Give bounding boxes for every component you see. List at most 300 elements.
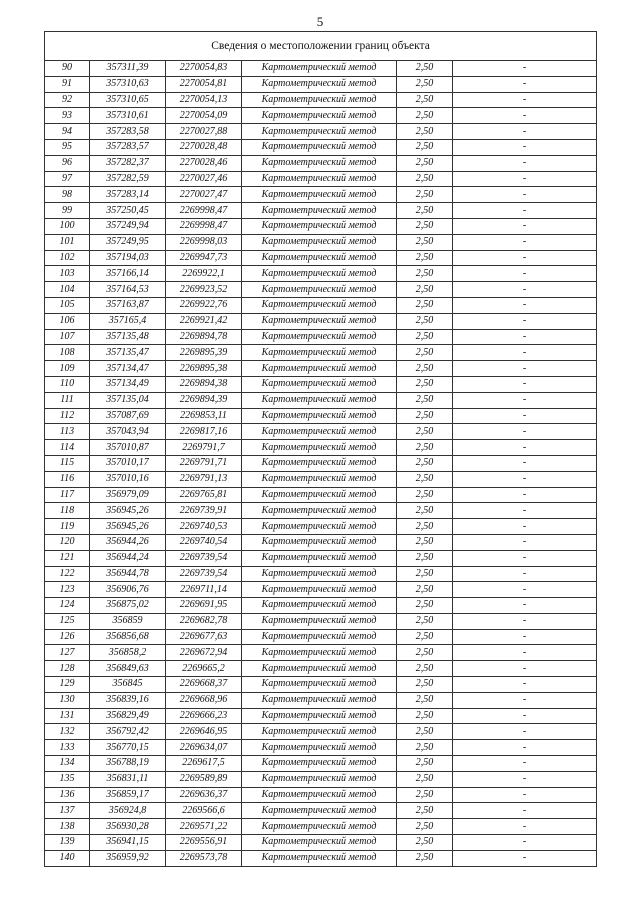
method-cell: Картометрический метод bbox=[242, 92, 397, 108]
table-row bbox=[45, 566, 597, 582]
x-coordinate-cell: 356849,63 bbox=[90, 661, 166, 677]
description-cell: - bbox=[453, 756, 597, 772]
y-coordinate-cell: 2269677,63 bbox=[166, 629, 242, 645]
x-coordinate-cell: 357310,61 bbox=[90, 108, 166, 124]
x-coordinate-cell: 356839,16 bbox=[90, 692, 166, 708]
x-coordinate-cell: 356944,26 bbox=[90, 534, 166, 550]
y-coordinate-cell: 2269998,47 bbox=[166, 203, 242, 219]
method-cell: Картометрический метод bbox=[242, 76, 397, 92]
method-cell: Картометрический метод bbox=[242, 661, 397, 677]
x-coordinate-cell: 357283,58 bbox=[90, 124, 166, 140]
point-number-cell: 112 bbox=[45, 408, 90, 424]
method-cell: Картометрический метод bbox=[242, 835, 397, 851]
y-coordinate-cell: 2269556,91 bbox=[166, 835, 242, 851]
table-row bbox=[45, 76, 597, 92]
point-number-cell: 109 bbox=[45, 361, 90, 377]
method-cell: Картометрический метод bbox=[242, 692, 397, 708]
x-coordinate-cell: 357087,69 bbox=[90, 408, 166, 424]
y-coordinate-cell: 2269668,96 bbox=[166, 692, 242, 708]
precision-cell: 2,50 bbox=[397, 677, 453, 693]
y-coordinate-cell: 2269853,11 bbox=[166, 408, 242, 424]
table-row bbox=[45, 282, 597, 298]
x-coordinate-cell: 356831,11 bbox=[90, 771, 166, 787]
precision-cell: 2,50 bbox=[397, 629, 453, 645]
table-row bbox=[45, 361, 597, 377]
method-cell: Картометрический метод bbox=[242, 203, 397, 219]
x-coordinate-cell: 356792,42 bbox=[90, 724, 166, 740]
table-row bbox=[45, 250, 597, 266]
point-number-cell: 136 bbox=[45, 787, 90, 803]
method-cell: Картометрический метод bbox=[242, 218, 397, 234]
description-cell: - bbox=[453, 376, 597, 392]
table-row bbox=[45, 661, 597, 677]
table-row bbox=[45, 803, 597, 819]
method-cell: Картометрический метод bbox=[242, 771, 397, 787]
method-cell: Картометрический метод bbox=[242, 534, 397, 550]
x-coordinate-cell: 356829,49 bbox=[90, 708, 166, 724]
point-number-cell: 98 bbox=[45, 187, 90, 203]
method-cell: Картометрический метод bbox=[242, 282, 397, 298]
x-coordinate-cell: 356906,76 bbox=[90, 582, 166, 598]
y-coordinate-cell: 2270028,48 bbox=[166, 139, 242, 155]
description-cell: - bbox=[453, 266, 597, 282]
point-number-cell: 100 bbox=[45, 218, 90, 234]
table-row bbox=[45, 455, 597, 471]
precision-cell: 2,50 bbox=[397, 187, 453, 203]
description-cell: - bbox=[453, 471, 597, 487]
point-number-cell: 117 bbox=[45, 487, 90, 503]
x-coordinate-cell: 356924,8 bbox=[90, 803, 166, 819]
y-coordinate-cell: 2269894,78 bbox=[166, 329, 242, 345]
point-number-cell: 102 bbox=[45, 250, 90, 266]
table-row bbox=[45, 740, 597, 756]
point-number-cell: 90 bbox=[45, 61, 90, 77]
table-row bbox=[45, 124, 597, 140]
x-coordinate-cell: 356945,26 bbox=[90, 519, 166, 535]
x-coordinate-cell: 356944,24 bbox=[90, 550, 166, 566]
table-row bbox=[45, 677, 597, 693]
y-coordinate-cell: 2269739,54 bbox=[166, 566, 242, 582]
point-number-cell: 133 bbox=[45, 740, 90, 756]
y-coordinate-cell: 2269923,52 bbox=[166, 282, 242, 298]
precision-cell: 2,50 bbox=[397, 740, 453, 756]
point-number-cell: 113 bbox=[45, 424, 90, 440]
point-number-cell: 104 bbox=[45, 282, 90, 298]
description-cell: - bbox=[453, 108, 597, 124]
description-cell: - bbox=[453, 503, 597, 519]
method-cell: Картометрический метод bbox=[242, 171, 397, 187]
description-cell: - bbox=[453, 313, 597, 329]
table-row bbox=[45, 203, 597, 219]
point-number-cell: 108 bbox=[45, 345, 90, 361]
description-cell: - bbox=[453, 297, 597, 313]
table-row bbox=[45, 139, 597, 155]
point-number-cell: 137 bbox=[45, 803, 90, 819]
precision-cell: 2,50 bbox=[397, 550, 453, 566]
table-row bbox=[45, 92, 597, 108]
description-cell: - bbox=[453, 455, 597, 471]
description-cell: - bbox=[453, 187, 597, 203]
precision-cell: 2,50 bbox=[397, 440, 453, 456]
y-coordinate-cell: 2269682,78 bbox=[166, 613, 242, 629]
x-coordinate-cell: 356875,02 bbox=[90, 598, 166, 614]
table-row bbox=[45, 724, 597, 740]
y-coordinate-cell: 2269646,95 bbox=[166, 724, 242, 740]
y-coordinate-cell: 2270027,88 bbox=[166, 124, 242, 140]
precision-cell: 2,50 bbox=[397, 424, 453, 440]
precision-cell: 2,50 bbox=[397, 329, 453, 345]
point-number-cell: 111 bbox=[45, 392, 90, 408]
precision-cell: 2,50 bbox=[397, 203, 453, 219]
precision-cell: 2,50 bbox=[397, 661, 453, 677]
method-cell: Картометрический метод bbox=[242, 677, 397, 693]
table-row bbox=[45, 550, 597, 566]
x-coordinate-cell: 357010,87 bbox=[90, 440, 166, 456]
table-row bbox=[45, 234, 597, 250]
x-coordinate-cell: 357135,04 bbox=[90, 392, 166, 408]
table-row bbox=[45, 487, 597, 503]
method-cell: Картометрический метод bbox=[242, 471, 397, 487]
description-cell: - bbox=[453, 692, 597, 708]
point-number-cell: 107 bbox=[45, 329, 90, 345]
method-cell: Картометрический метод bbox=[242, 740, 397, 756]
y-coordinate-cell: 2269691,95 bbox=[166, 598, 242, 614]
precision-cell: 2,50 bbox=[397, 61, 453, 77]
point-number-cell: 123 bbox=[45, 582, 90, 598]
point-number-cell: 93 bbox=[45, 108, 90, 124]
precision-cell: 2,50 bbox=[397, 392, 453, 408]
point-number-cell: 106 bbox=[45, 313, 90, 329]
method-cell: Картометрический метод bbox=[242, 487, 397, 503]
page-number: 5 bbox=[316, 14, 324, 29]
x-coordinate-cell: 357282,59 bbox=[90, 171, 166, 187]
table-row bbox=[45, 155, 597, 171]
point-number-cell: 115 bbox=[45, 455, 90, 471]
description-cell: - bbox=[453, 440, 597, 456]
precision-cell: 2,50 bbox=[397, 519, 453, 535]
method-cell: Картометрический метод bbox=[242, 440, 397, 456]
method-cell: Картометрический метод bbox=[242, 61, 397, 77]
point-number-cell: 101 bbox=[45, 234, 90, 250]
y-coordinate-cell: 2269666,23 bbox=[166, 708, 242, 724]
y-coordinate-cell: 2269998,47 bbox=[166, 218, 242, 234]
x-coordinate-cell: 356930,28 bbox=[90, 819, 166, 835]
description-cell: - bbox=[453, 124, 597, 140]
precision-cell: 2,50 bbox=[397, 313, 453, 329]
precision-cell: 2,50 bbox=[397, 455, 453, 471]
table-row bbox=[45, 108, 597, 124]
x-coordinate-cell: 357311,39 bbox=[90, 61, 166, 77]
y-coordinate-cell: 2270054,83 bbox=[166, 61, 242, 77]
method-cell: Картометрический метод bbox=[242, 124, 397, 140]
y-coordinate-cell: 2269711,14 bbox=[166, 582, 242, 598]
table-row bbox=[45, 408, 597, 424]
table-row bbox=[45, 218, 597, 234]
point-number-cell: 132 bbox=[45, 724, 90, 740]
precision-cell: 2,50 bbox=[397, 139, 453, 155]
x-coordinate-cell: 357010,16 bbox=[90, 471, 166, 487]
precision-cell: 2,50 bbox=[397, 598, 453, 614]
description-cell: - bbox=[453, 661, 597, 677]
description-cell: - bbox=[453, 534, 597, 550]
description-cell: - bbox=[453, 92, 597, 108]
method-cell: Картометрический метод bbox=[242, 297, 397, 313]
description-cell: - bbox=[453, 345, 597, 361]
point-number-cell: 94 bbox=[45, 124, 90, 140]
table-row bbox=[45, 345, 597, 361]
y-coordinate-cell: 2269589,89 bbox=[166, 771, 242, 787]
y-coordinate-cell: 2269765,81 bbox=[166, 487, 242, 503]
description-cell: - bbox=[453, 61, 597, 77]
point-number-cell: 126 bbox=[45, 629, 90, 645]
y-coordinate-cell: 2270028,46 bbox=[166, 155, 242, 171]
y-coordinate-cell: 2269566,6 bbox=[166, 803, 242, 819]
description-cell: - bbox=[453, 250, 597, 266]
method-cell: Картометрический метод bbox=[242, 345, 397, 361]
description-cell: - bbox=[453, 677, 597, 693]
description-cell: - bbox=[453, 424, 597, 440]
precision-cell: 2,50 bbox=[397, 155, 453, 171]
precision-cell: 2,50 bbox=[397, 724, 453, 740]
precision-cell: 2,50 bbox=[397, 282, 453, 298]
method-cell: Картометрический метод bbox=[242, 708, 397, 724]
method-cell: Картометрический метод bbox=[242, 566, 397, 582]
table-row bbox=[45, 613, 597, 629]
method-cell: Картометрический метод bbox=[242, 787, 397, 803]
x-coordinate-cell: 356788,19 bbox=[90, 756, 166, 772]
precision-cell: 2,50 bbox=[397, 471, 453, 487]
table-row bbox=[45, 787, 597, 803]
table-row bbox=[45, 266, 597, 282]
y-coordinate-cell: 2270054,13 bbox=[166, 92, 242, 108]
description-cell: - bbox=[453, 361, 597, 377]
y-coordinate-cell: 2269636,37 bbox=[166, 787, 242, 803]
description-cell: - bbox=[453, 708, 597, 724]
point-number-cell: 130 bbox=[45, 692, 90, 708]
x-coordinate-cell: 357249,94 bbox=[90, 218, 166, 234]
x-coordinate-cell: 356959,92 bbox=[90, 850, 166, 866]
y-coordinate-cell: 2270027,46 bbox=[166, 171, 242, 187]
precision-cell: 2,50 bbox=[397, 234, 453, 250]
description-cell: - bbox=[453, 171, 597, 187]
precision-cell: 2,50 bbox=[397, 692, 453, 708]
point-number-cell: 122 bbox=[45, 566, 90, 582]
y-coordinate-cell: 2269672,94 bbox=[166, 645, 242, 661]
description-cell: - bbox=[453, 740, 597, 756]
description-cell: - bbox=[453, 329, 597, 345]
precision-cell: 2,50 bbox=[397, 124, 453, 140]
precision-cell: 2,50 bbox=[397, 171, 453, 187]
description-cell: - bbox=[453, 408, 597, 424]
description-cell: - bbox=[453, 771, 597, 787]
table-row bbox=[45, 756, 597, 772]
table-row bbox=[45, 708, 597, 724]
precision-cell: 2,50 bbox=[397, 835, 453, 851]
table-header-row bbox=[45, 32, 597, 61]
x-coordinate-cell: 357135,47 bbox=[90, 345, 166, 361]
y-coordinate-cell: 2269894,38 bbox=[166, 376, 242, 392]
point-number-cell: 121 bbox=[45, 550, 90, 566]
point-number-cell: 99 bbox=[45, 203, 90, 219]
point-number-cell: 91 bbox=[45, 76, 90, 92]
x-coordinate-cell: 357282,37 bbox=[90, 155, 166, 171]
table-row bbox=[45, 187, 597, 203]
x-coordinate-cell: 356856,68 bbox=[90, 629, 166, 645]
y-coordinate-cell: 2269740,54 bbox=[166, 534, 242, 550]
method-cell: Картометрический метод bbox=[242, 645, 397, 661]
table-row bbox=[45, 629, 597, 645]
method-cell: Картометрический метод bbox=[242, 724, 397, 740]
table-row bbox=[45, 440, 597, 456]
point-number-cell: 119 bbox=[45, 519, 90, 535]
description-cell: - bbox=[453, 139, 597, 155]
y-coordinate-cell: 2269740,53 bbox=[166, 519, 242, 535]
method-cell: Картометрический метод bbox=[242, 803, 397, 819]
description-cell: - bbox=[453, 598, 597, 614]
table-row bbox=[45, 424, 597, 440]
method-cell: Картометрический метод bbox=[242, 550, 397, 566]
precision-cell: 2,50 bbox=[397, 534, 453, 550]
description-cell: - bbox=[453, 724, 597, 740]
point-number-cell: 92 bbox=[45, 92, 90, 108]
method-cell: Картометрический метод bbox=[242, 187, 397, 203]
x-coordinate-cell: 357134,47 bbox=[90, 361, 166, 377]
table-row bbox=[45, 645, 597, 661]
y-coordinate-cell: 2270027,47 bbox=[166, 187, 242, 203]
precision-cell: 2,50 bbox=[397, 345, 453, 361]
y-coordinate-cell: 2269791,71 bbox=[166, 455, 242, 471]
method-cell: Картометрический метод bbox=[242, 408, 397, 424]
description-cell: - bbox=[453, 566, 597, 582]
point-number-cell: 135 bbox=[45, 771, 90, 787]
description-cell: - bbox=[453, 613, 597, 629]
method-cell: Картометрический метод bbox=[242, 629, 397, 645]
point-number-cell: 96 bbox=[45, 155, 90, 171]
description-cell: - bbox=[453, 645, 597, 661]
description-cell: - bbox=[453, 282, 597, 298]
x-coordinate-cell: 356941,15 bbox=[90, 835, 166, 851]
point-number-cell: 116 bbox=[45, 471, 90, 487]
x-coordinate-cell: 356979,09 bbox=[90, 487, 166, 503]
y-coordinate-cell: 2269791,13 bbox=[166, 471, 242, 487]
description-cell: - bbox=[453, 487, 597, 503]
point-number-cell: 139 bbox=[45, 835, 90, 851]
description-cell: - bbox=[453, 787, 597, 803]
precision-cell: 2,50 bbox=[397, 756, 453, 772]
point-number-cell: 118 bbox=[45, 503, 90, 519]
point-number-cell: 110 bbox=[45, 376, 90, 392]
y-coordinate-cell: 2269895,39 bbox=[166, 345, 242, 361]
y-coordinate-cell: 2269894,39 bbox=[166, 392, 242, 408]
description-cell: - bbox=[453, 850, 597, 866]
y-coordinate-cell: 2269668,37 bbox=[166, 677, 242, 693]
y-coordinate-cell: 2269665,2 bbox=[166, 661, 242, 677]
table-row bbox=[45, 471, 597, 487]
method-cell: Картометрический метод bbox=[242, 361, 397, 377]
y-coordinate-cell: 2269921,42 bbox=[166, 313, 242, 329]
precision-cell: 2,50 bbox=[397, 771, 453, 787]
point-number-cell: 97 bbox=[45, 171, 90, 187]
description-cell: - bbox=[453, 819, 597, 835]
table-row bbox=[45, 850, 597, 866]
point-number-cell: 95 bbox=[45, 139, 90, 155]
method-cell: Картометрический метод bbox=[242, 139, 397, 155]
precision-cell: 2,50 bbox=[397, 376, 453, 392]
method-cell: Картометрический метод bbox=[242, 392, 397, 408]
method-cell: Картометрический метод bbox=[242, 155, 397, 171]
y-coordinate-cell: 2269573,78 bbox=[166, 850, 242, 866]
precision-cell: 2,50 bbox=[397, 803, 453, 819]
table-row bbox=[45, 329, 597, 345]
description-cell: - bbox=[453, 550, 597, 566]
point-number-cell: 114 bbox=[45, 440, 90, 456]
point-number-cell: 129 bbox=[45, 677, 90, 693]
table-row bbox=[45, 376, 597, 392]
description-cell: - bbox=[453, 76, 597, 92]
description-cell: - bbox=[453, 629, 597, 645]
y-coordinate-cell: 2269922,76 bbox=[166, 297, 242, 313]
method-cell: Картометрический метод bbox=[242, 455, 397, 471]
table-row bbox=[45, 534, 597, 550]
x-coordinate-cell: 357163,87 bbox=[90, 297, 166, 313]
x-coordinate-cell: 357164,53 bbox=[90, 282, 166, 298]
description-cell: - bbox=[453, 519, 597, 535]
table-row bbox=[45, 598, 597, 614]
x-coordinate-cell: 357250,45 bbox=[90, 203, 166, 219]
y-coordinate-cell: 2269998,03 bbox=[166, 234, 242, 250]
y-coordinate-cell: 2269739,91 bbox=[166, 503, 242, 519]
x-coordinate-cell: 357283,57 bbox=[90, 139, 166, 155]
y-coordinate-cell: 2269791,7 bbox=[166, 440, 242, 456]
boundary-table bbox=[44, 31, 597, 867]
point-number-cell: 103 bbox=[45, 266, 90, 282]
precision-cell: 2,50 bbox=[397, 850, 453, 866]
precision-cell: 2,50 bbox=[397, 250, 453, 266]
x-coordinate-cell: 357135,48 bbox=[90, 329, 166, 345]
description-cell: - bbox=[453, 218, 597, 234]
table-row bbox=[45, 582, 597, 598]
x-coordinate-cell: 356859 bbox=[90, 613, 166, 629]
method-cell: Картометрический метод bbox=[242, 598, 397, 614]
precision-cell: 2,50 bbox=[397, 645, 453, 661]
table-row bbox=[45, 819, 597, 835]
x-coordinate-cell: 357194,03 bbox=[90, 250, 166, 266]
description-cell: - bbox=[453, 835, 597, 851]
table-row bbox=[45, 771, 597, 787]
method-cell: Картометрический метод bbox=[242, 313, 397, 329]
method-cell: Картометрический метод bbox=[242, 234, 397, 250]
precision-cell: 2,50 bbox=[397, 487, 453, 503]
y-coordinate-cell: 2269571,22 bbox=[166, 819, 242, 835]
table-row bbox=[45, 503, 597, 519]
precision-cell: 2,50 bbox=[397, 361, 453, 377]
table-row bbox=[45, 519, 597, 535]
x-coordinate-cell: 357134,49 bbox=[90, 376, 166, 392]
description-cell: - bbox=[453, 582, 597, 598]
y-coordinate-cell: 2269817,16 bbox=[166, 424, 242, 440]
point-number-cell: 128 bbox=[45, 661, 90, 677]
x-coordinate-cell: 357166,14 bbox=[90, 266, 166, 282]
precision-cell: 2,50 bbox=[397, 218, 453, 234]
table-row bbox=[45, 171, 597, 187]
point-number-cell: 131 bbox=[45, 708, 90, 724]
description-cell: - bbox=[453, 803, 597, 819]
precision-cell: 2,50 bbox=[397, 92, 453, 108]
x-coordinate-cell: 356770,15 bbox=[90, 740, 166, 756]
method-cell: Картометрический метод bbox=[242, 613, 397, 629]
precision-cell: 2,50 bbox=[397, 108, 453, 124]
precision-cell: 2,50 bbox=[397, 613, 453, 629]
